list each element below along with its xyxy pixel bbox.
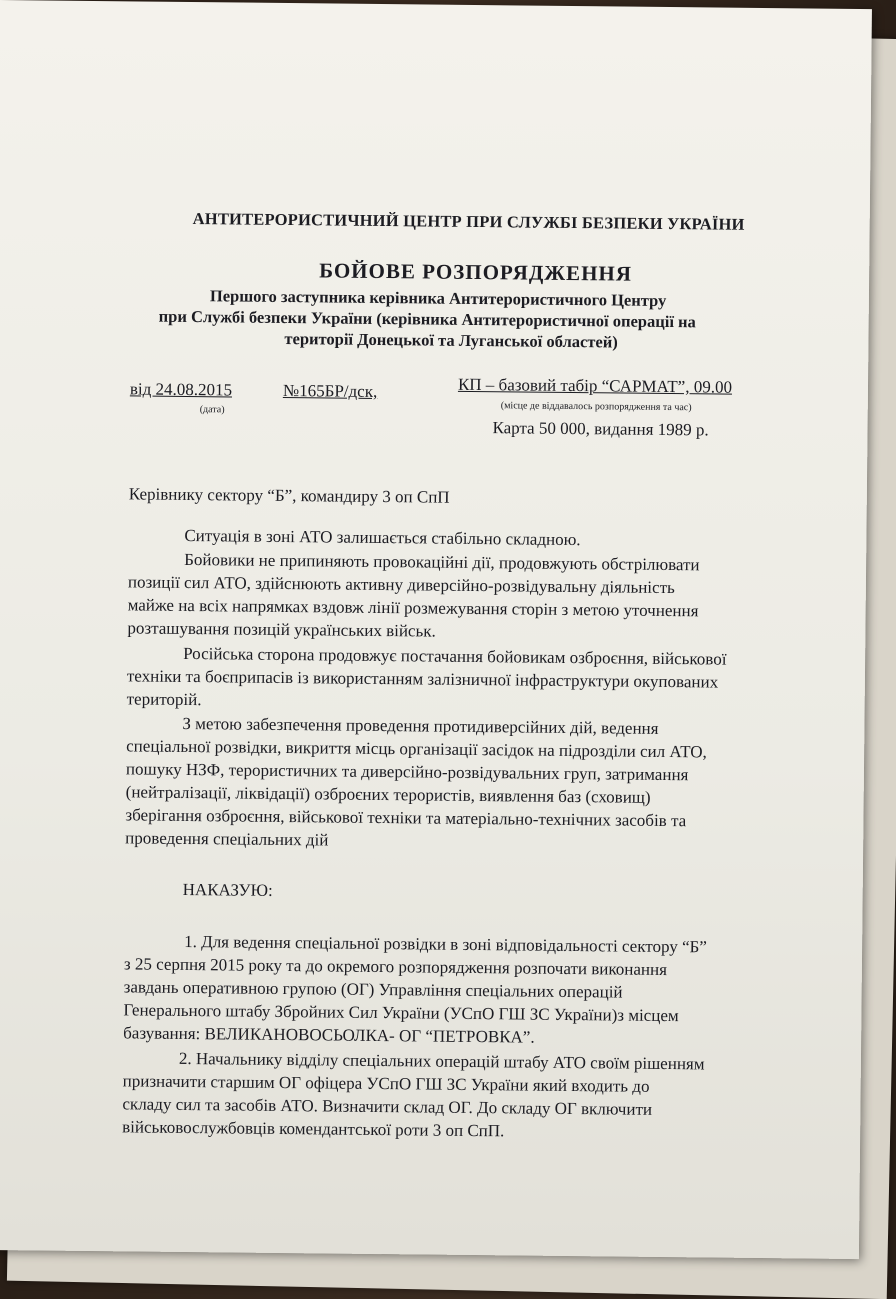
subtitle-line-1: Першого заступника керівника Антитерористичного Центру xyxy=(209,286,667,310)
text-line: 2. Начальнику відділу спеціальних операцій штабу АТО своїм рішенням xyxy=(178,1048,705,1074)
text-line: Генерального штабу Збройних Сил України (УСпО ГШ ЗС України)з місцем xyxy=(123,1000,679,1026)
text-line: майже на всіх напрямках вздовж лінії розмежування сторін з метою уточнення xyxy=(127,595,699,621)
text-line: з 25 серпня 2015 року та до окремого розпорядження розпочати виконання xyxy=(123,954,668,980)
text-line: позиції сил АТО, здійснюють активну диверсійно-розвідувальну діяльність xyxy=(127,572,675,598)
text-line: Російська сторона продовжує постачання бойовикам озброєння, військової xyxy=(183,643,727,669)
text-line: пошуку НЗФ, терористичних та диверсійно-розвідувальних груп, затримання xyxy=(125,759,689,785)
text-line: завдань оперативною групою (ОГ) Управління спеціальних операцій xyxy=(123,977,623,1002)
order-item-1 xyxy=(123,929,707,1050)
map-reference: Карта 50 000, видання 1989 р. xyxy=(492,418,709,440)
text-line: військовослужбовців комендантської роти 3 оп СпП. xyxy=(122,1117,505,1141)
text-line: розташування позицій українських військ. xyxy=(127,618,436,641)
text-line: техніки та боєприпасів із використанням залізничної інфраструктури окупованих xyxy=(126,666,719,692)
text-line: спеціальної розвідки, викриття місць організації засідок на підрозділи сил АТО, xyxy=(126,736,707,762)
issue-location: КП – базовий табір “САРМАТ”, 09.00 xyxy=(457,374,733,397)
order-item-2 xyxy=(122,1046,705,1144)
subtitle-line-3: території Донецької та Луганської областей) xyxy=(284,328,618,352)
paragraph-situation xyxy=(184,524,580,551)
text-line: зберігання озброєння, військової техніки та матеріально-технічних засобів та xyxy=(125,805,687,831)
location-caption: (місце де віддавалось розпорядження та час) xyxy=(500,400,692,414)
document-title: БОЙОВЕ РОЗПОРЯДЖЕННЯ xyxy=(319,258,633,286)
text-line: (нейтралізації, ліквідації) озброєних терористів, виявлення баз (сховищ) xyxy=(125,782,651,807)
paragraph-militants xyxy=(127,547,699,645)
order-word: НАКАЗУЮ: xyxy=(182,879,273,900)
text-line: Ситуація в зоні АТО залишається стабільно складною. xyxy=(184,525,581,550)
paragraph-purpose xyxy=(125,711,707,855)
subtitle-line-2: при Службі безпеки України (керівника Антитерористичної операції на xyxy=(158,306,696,332)
text-line: призначити старшим ОГ офіцера УСпО ГШ ЗС України який входить до xyxy=(122,1071,650,1096)
document-date: від 24.08.2015 xyxy=(129,379,233,400)
paragraph-russia xyxy=(127,641,727,716)
organization-header: АНТИТЕРОРИСТИЧНИЙ ЦЕНТР ПРИ СЛУЖБІ БЕЗПЕКИ УКРАЇНИ xyxy=(192,209,745,234)
document-number: №165БР/дск, xyxy=(282,380,378,401)
text-line: територій. xyxy=(126,689,202,710)
text-line: 1. Для ведення спеціальної розвідки в зоні відповідальності сектору “Б” xyxy=(184,931,708,957)
addressee: Керівнику сектору “Б”, командиру 3 оп СпП xyxy=(128,484,450,507)
text-line: базування: ВЕЛИКАНОВОСЬОЛКА- ОГ “ПЕТРОВКА”. xyxy=(123,1023,535,1047)
text-line: проведення спеціальних дій xyxy=(125,828,329,850)
date-caption: (дата) xyxy=(199,404,225,416)
text-line: З метою забезпечення проведення протидиверсійних дій, ведення xyxy=(182,713,659,738)
text-line: складу сил та засобів АТО. Визначити склад ОГ. До складу ОГ включити xyxy=(122,1094,653,1119)
text-line: Бойовики не припиняють провокаційні дії, продовжують обстрілювати xyxy=(184,549,700,575)
